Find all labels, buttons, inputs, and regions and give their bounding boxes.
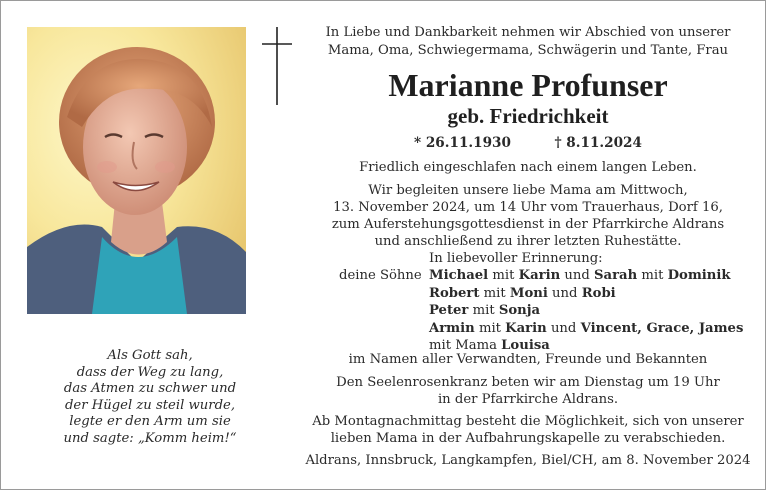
family-row: Robert mit Moni und Robi xyxy=(429,285,616,301)
deceased-name: Marianne Profunser xyxy=(388,67,668,103)
poem-line: das Atmen zu schwer und xyxy=(63,381,237,397)
poem-line: legte er den Arm um sie xyxy=(69,414,231,430)
place-date: Aldrans, Innsbruck, Langkampfen, Biel/CH, am 8. November 2024 xyxy=(305,453,751,468)
memory-heading: In liebevoller Erinnerung: xyxy=(429,251,603,266)
family-row: Michael mit Karin und Sarah mit Dominik xyxy=(429,268,731,283)
funeral-line-1: Wir begleiten unsere liebe Mama am Mittwoch, xyxy=(368,183,688,198)
funeral-line-2: 13. November 2024, um 14 Uhr vom Trauerhaus, Dorf 16, xyxy=(333,200,723,215)
viewing-line-1: Ab Montagnachmittag besteht die Möglichkeit, sich von unserer xyxy=(312,414,744,429)
intro-line-1: In Liebe und Dankbarkeit nehmen wir Abschied von unserer xyxy=(325,25,731,40)
birth-date: * 26.11.1930 xyxy=(414,135,511,151)
sons-label: deine Söhne xyxy=(339,268,422,283)
poem-line: der Hügel zu steil wurde, xyxy=(64,397,236,413)
intro-line-2: Mama, Oma, Schwiegermama, Schwägerin und Tante, Frau xyxy=(327,43,729,58)
poem-line: und sagte: „Komm heim!“ xyxy=(63,431,237,446)
rosary-line-1: Den Seelenrosenkranz beten wir am Dienstag um 19 Uhr xyxy=(336,375,720,390)
family-row: mit Mama Louisa xyxy=(429,338,550,353)
family-row: Peter mit Sonja xyxy=(429,303,541,318)
death-date: † 8.11.2024 xyxy=(554,135,642,151)
cross-icon xyxy=(262,27,292,105)
viewing-line-2: lieben Mama in der Aufbahrungskapelle zu verabschieden. xyxy=(330,431,726,446)
peaceful-line: Friedlich eingeschlafen nach einem langen Leben. xyxy=(359,160,697,175)
life-dates xyxy=(298,135,758,151)
family-row: Armin mit Karin und Vincent, Grace, James xyxy=(429,320,744,336)
poem-line: Als Gott sah, xyxy=(107,348,193,363)
portrait-photo xyxy=(27,27,246,314)
funeral-line-3: zum Auferstehungsgottesdienst in der Pfarrkirche Aldrans xyxy=(331,217,725,232)
rosary-line-2: in der Pfarrkirche Aldrans. xyxy=(437,392,619,407)
poem-line: dass der Weg zu lang, xyxy=(76,364,224,380)
funeral-line-4: und anschließend zu ihrer letzten Ruhestätte. xyxy=(374,234,682,249)
relatives-line: im Namen aller Verwandten, Freunde und Bekannten xyxy=(348,352,708,367)
maiden-name: geb. Friedrichkeit xyxy=(447,104,609,128)
